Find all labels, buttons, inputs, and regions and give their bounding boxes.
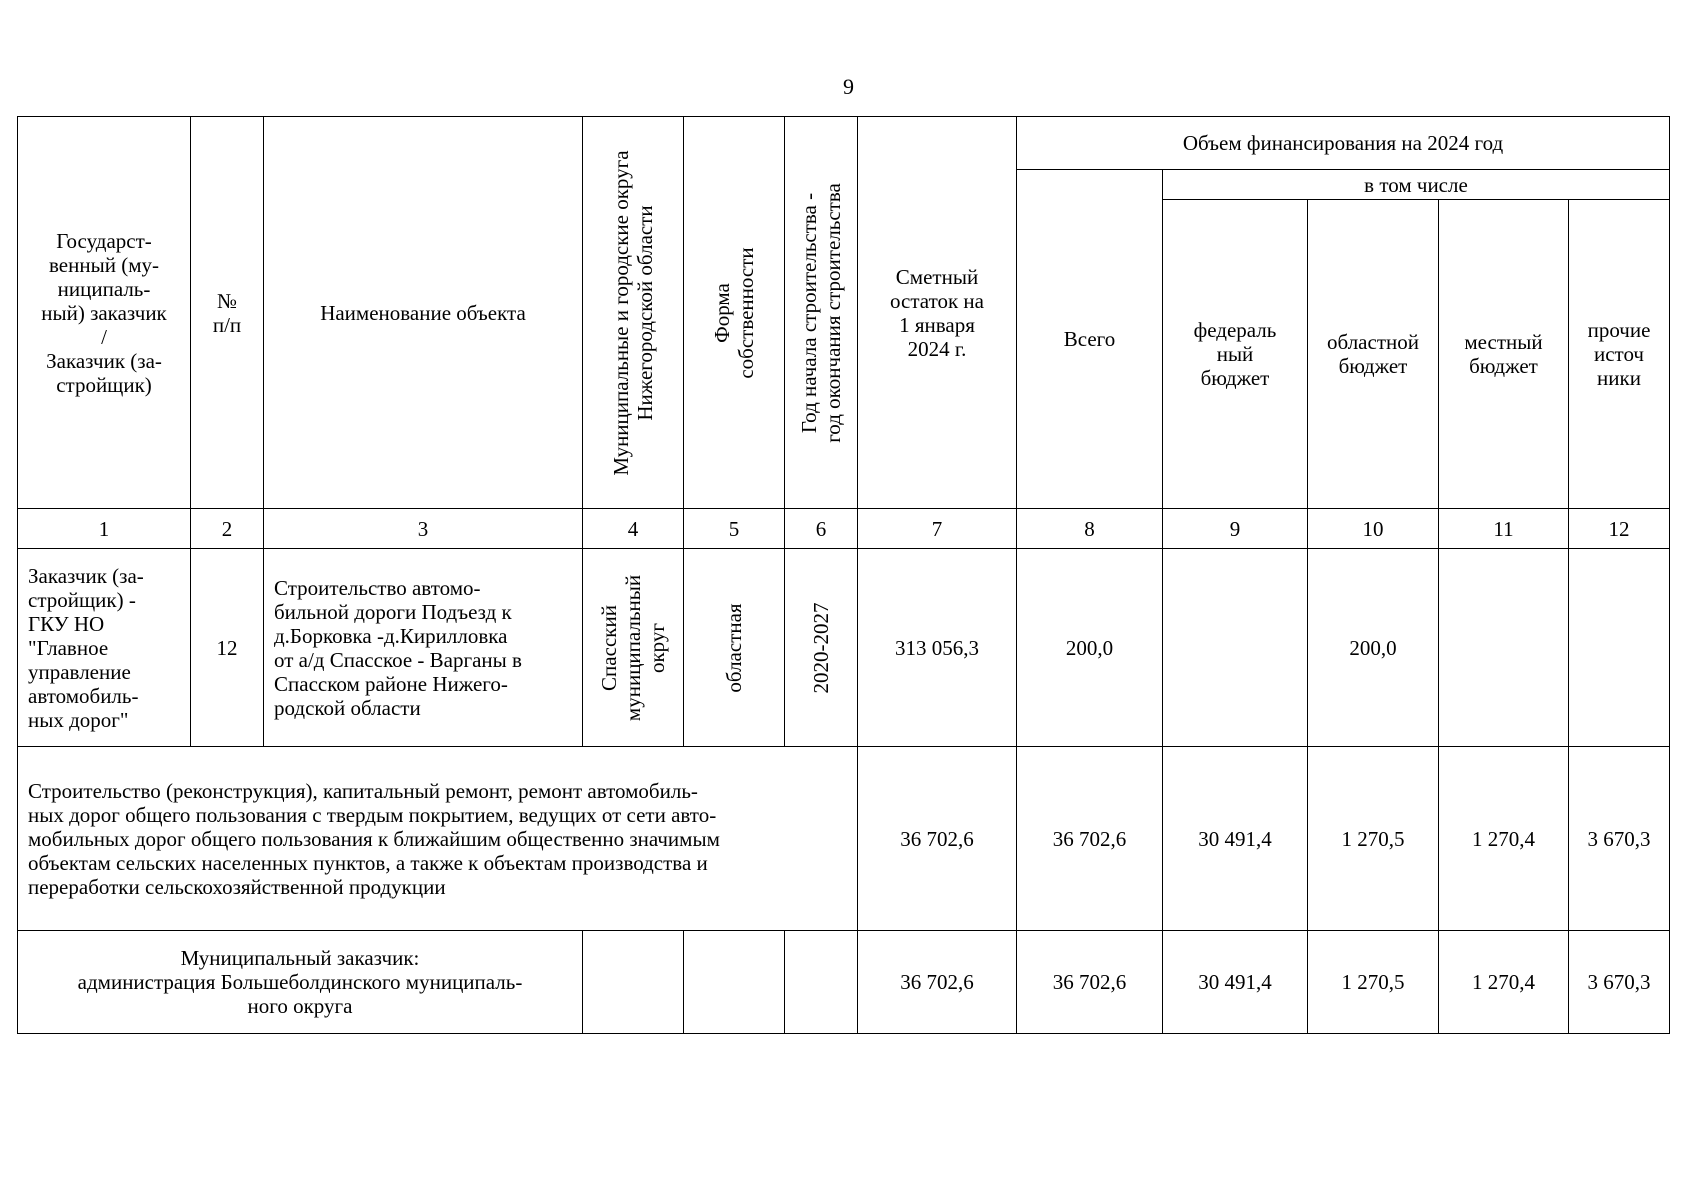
row3-municipal-customer: Муниципальный заказчик: администрация Большеболдинского муниципаль- ного округа bbox=[18, 931, 583, 1034]
header-local: местный бюджет bbox=[1439, 200, 1569, 509]
row3-empty-years bbox=[785, 931, 858, 1034]
row2-federal: 30 491,4 bbox=[1163, 747, 1308, 931]
row3-remainder: 36 702,6 bbox=[858, 931, 1017, 1034]
header-districts: Муниципальные и городские округа Нижегородской области bbox=[583, 117, 684, 509]
row1-other bbox=[1569, 549, 1670, 747]
column-numbers-row bbox=[18, 509, 1670, 549]
row1-total: 200,0 bbox=[1017, 549, 1163, 747]
row1-regional: 200,0 bbox=[1308, 549, 1439, 747]
header-ownership: Форма собственности bbox=[684, 117, 785, 509]
funding-table bbox=[17, 116, 1670, 1034]
header-federal: федераль ный бюджет bbox=[1163, 200, 1308, 509]
header-remainder: Сметный остаток на 1 января 2024 г. bbox=[858, 117, 1017, 509]
row3-total: 36 702,6 bbox=[1017, 931, 1163, 1034]
table-row bbox=[18, 747, 1670, 931]
col-number: 6 bbox=[785, 509, 858, 549]
row3-empty-ownership bbox=[684, 931, 785, 1034]
row3-empty-district bbox=[583, 931, 684, 1034]
table-row bbox=[18, 931, 1670, 1034]
col-number: 8 bbox=[1017, 509, 1163, 549]
row1-customer: Заказчик (за- стройщик) - ГКУ НО "Главное управление автомобиль- ных дорог" bbox=[18, 549, 191, 747]
table-row bbox=[18, 549, 1670, 747]
col-number: 2 bbox=[191, 509, 264, 549]
header-regional: областной бюджет bbox=[1308, 200, 1439, 509]
col-number: 4 bbox=[583, 509, 684, 549]
header-years: Год начала строительства - год окончания строительства bbox=[785, 117, 858, 509]
row2-description: Строительство (реконструкция), капитальный ремонт, ремонт автомобиль- ных дорог общего пользования с твердым покрытием, ведущих от сети авто- мобильных дорог общего пользования к ближайшим общественно значимым объектам сельских населенных пунктов, а также к объектам производства и переработки сельскохозяйственной продукции bbox=[18, 747, 858, 931]
row2-remainder: 36 702,6 bbox=[858, 747, 1017, 931]
header-funding-title: Объем финансирования на 2024 год bbox=[1017, 117, 1670, 170]
header-customer: Государст- венный (му- ниципаль- ный) заказчик / Заказчик (за- стройщик) bbox=[18, 117, 191, 509]
col-number: 1 bbox=[18, 509, 191, 549]
col-number: 9 bbox=[1163, 509, 1308, 549]
header-including: в том числе bbox=[1163, 170, 1670, 200]
row1-object-name: Строительство автомо- бильной дороги Подъезд к д.Борковка -д.Кирилловка от а/д Спасское - Варганы в Спасском районе Нижего- родской области bbox=[264, 549, 583, 747]
row2-total: 36 702,6 bbox=[1017, 747, 1163, 931]
header-total: Всего bbox=[1017, 170, 1163, 509]
row3-federal: 30 491,4 bbox=[1163, 931, 1308, 1034]
row1-remainder: 313 056,3 bbox=[858, 549, 1017, 747]
row2-other: 3 670,3 bbox=[1569, 747, 1670, 931]
page-number: 9 bbox=[843, 74, 854, 99]
row3-other: 3 670,3 bbox=[1569, 931, 1670, 1034]
row1-ownership: областная bbox=[684, 549, 785, 747]
row1-local bbox=[1439, 549, 1569, 747]
row1-federal bbox=[1163, 549, 1308, 747]
row3-regional: 1 270,5 bbox=[1308, 931, 1439, 1034]
col-number: 12 bbox=[1569, 509, 1670, 549]
row2-local: 1 270,4 bbox=[1439, 747, 1569, 931]
col-number: 11 bbox=[1439, 509, 1569, 549]
row2-regional: 1 270,5 bbox=[1308, 747, 1439, 931]
header-number: № п/п bbox=[191, 117, 264, 509]
row3-local: 1 270,4 bbox=[1439, 931, 1569, 1034]
header-object-name: Наименование объекта bbox=[264, 117, 583, 509]
row1-number: 12 bbox=[191, 549, 264, 747]
col-number: 5 bbox=[684, 509, 785, 549]
row1-district: Спасский муниципальный округ bbox=[583, 549, 684, 747]
row1-years: 2020-2027 bbox=[785, 549, 858, 747]
header-other: прочие источ ники bbox=[1569, 200, 1670, 509]
col-number: 3 bbox=[264, 509, 583, 549]
col-number: 7 bbox=[858, 509, 1017, 549]
col-number: 10 bbox=[1308, 509, 1439, 549]
